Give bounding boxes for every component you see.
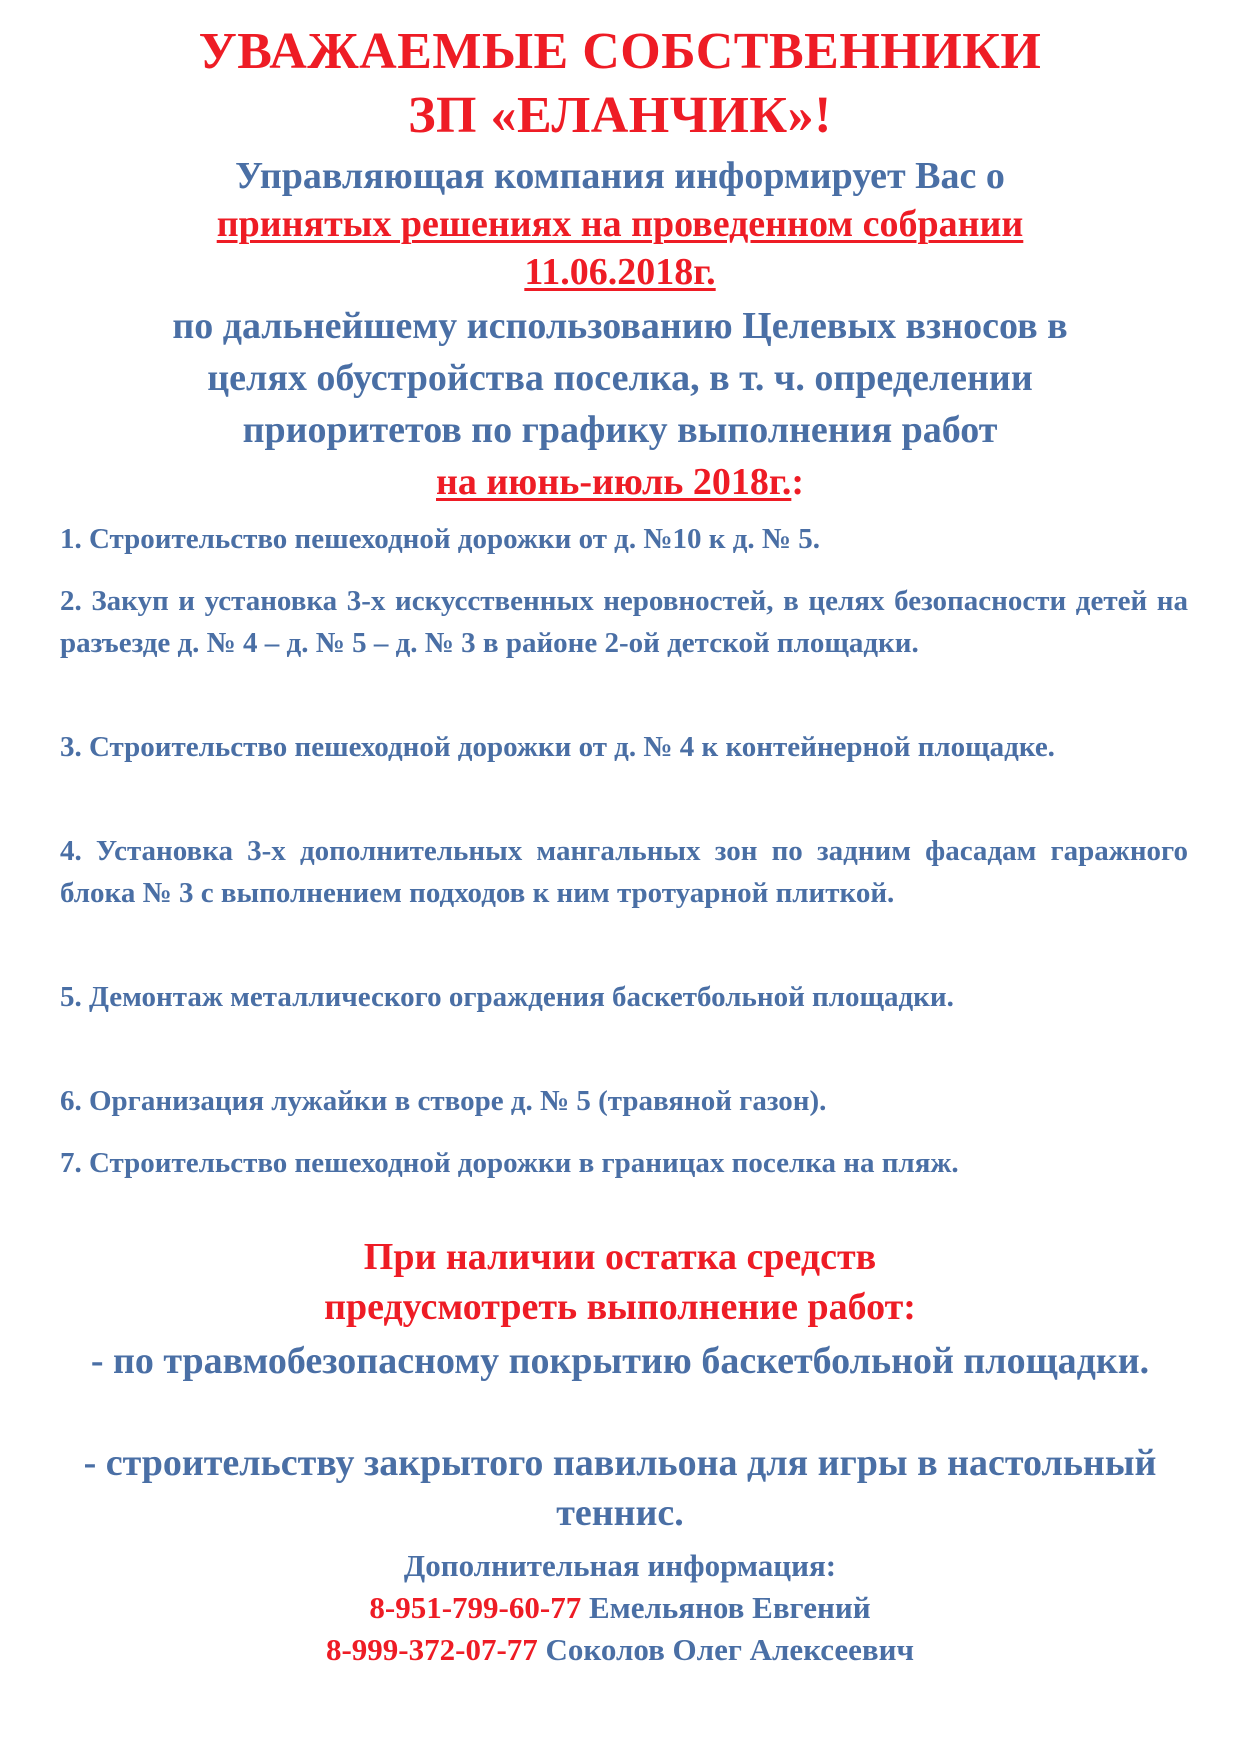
remainder-heading-1: При наличии остатка средств: [363, 1236, 877, 1278]
contacts-label: Дополнительная информация:: [403, 1548, 837, 1583]
work-item-7: 7. Строительство пешеходной дорожки в границах поселка на пляж.: [60, 1147, 959, 1179]
intro-line-1: Управляющая компания информирует Вас о: [235, 155, 1005, 197]
remainder-work-2: - строительству закрытого павильона для игры в настольный теннис.: [83, 1442, 1157, 1534]
intro-line-6: приоритетов по графику выполнения работ: [242, 409, 998, 451]
contact-name-2: Соколов Олег Алексеевич: [545, 1632, 915, 1667]
intro-line-5: целях обустройства поселка, в т. ч. определении: [207, 357, 1033, 399]
contact-1: [40, 1588, 1200, 1628]
work-period: на июнь-июль 2018г.: [436, 461, 792, 503]
work-period-colon: :: [791, 461, 804, 503]
intro-line-4: по дальнейшему использованию Целевых взносов в: [172, 305, 1068, 347]
intro-line-3: [40, 248, 1200, 296]
contact-phone-1[interactable]: 8-951-799-60-77: [369, 1590, 582, 1625]
contact-2: [40, 1630, 1200, 1670]
intro-line-2: [40, 200, 1200, 248]
decisions-text: принятых решениях на проведенном собрании: [216, 203, 1024, 245]
meeting-date: 11.06.2018г.: [524, 251, 716, 293]
work-item-1: 1. Строительство пешеходной дорожки от д. №10 к д. № 5.: [60, 523, 821, 555]
work-item-2: 2. Закуп и установка 3-х искусственных неровностей, в целях безопасности детей на разъезде д. № 4 – д. № 5 – д. № 3 в районе 2-ой детской площадки.: [60, 585, 1188, 659]
title-line-2: ЗП «ЕЛАНЧИК»!: [408, 87, 832, 144]
title-line-1: УВАЖАЕМЫЕ СОБСТВЕННИКИ: [198, 23, 1042, 80]
work-item-3: 3. Строительство пешеходной дорожки от д. № 4 к контейнерной площадке.: [60, 731, 1055, 763]
intro-line-7: [40, 458, 1200, 506]
contact-phone-2[interactable]: 8-999-372-07-77: [325, 1632, 538, 1667]
remainder-work-1: - по травмобезопасному покрытию баскетбольной площадки.: [90, 1340, 1150, 1382]
contact-name-1: Емельянов Евгений: [588, 1590, 871, 1625]
remainder-heading-2: предусмотреть выполнение работ:: [324, 1286, 916, 1328]
work-item-4: 4. Установка 3-х дополнительных мангальных зон по задним фасадам гаражного блока № 3 с выполнением подходов к ним тротуарной плиткой.: [60, 835, 1188, 909]
work-item-5: 5. Демонтаж металлического ограждения баскетбольной площадки.: [60, 981, 954, 1013]
work-item-6: 6. Организация лужайки в створе д. № 5 (травяной газон).: [60, 1085, 827, 1117]
